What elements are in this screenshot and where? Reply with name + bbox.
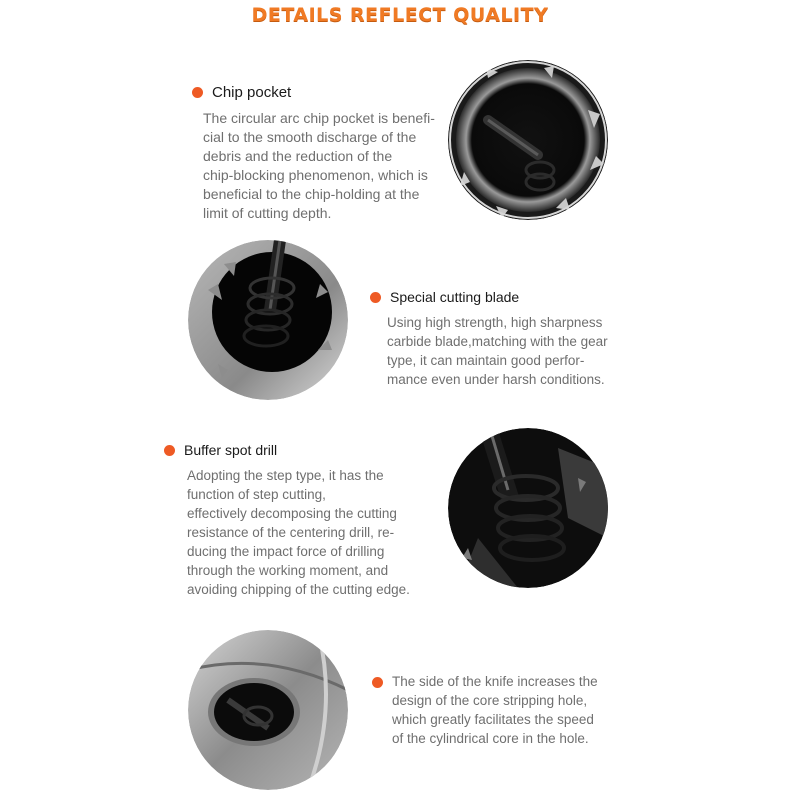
description-line: of the cylindrical core in the hole. [392, 731, 589, 746]
bullet-dot-icon [164, 445, 175, 456]
description-line: Adopting the step type, it has the [187, 468, 384, 483]
description-line: function of step cutting, [187, 487, 326, 502]
feature-description [192, 109, 472, 223]
feature-special-cutting-blade [370, 289, 640, 389]
feature-description [370, 313, 640, 389]
feature-heading: Buffer spot drill [184, 442, 278, 458]
feature-chip-pocket [192, 84, 472, 223]
description-line: The circular arc chip pocket is benefi- [203, 110, 435, 126]
feature-heading-row [370, 289, 640, 305]
feature-core-stripping-hole [372, 672, 642, 748]
description-line: chip-blocking phenomenon, which is [203, 167, 428, 183]
bullet-dot-icon [192, 87, 203, 98]
spot-drill-spring-closeup-photo [448, 428, 608, 588]
description-line: which greatly facilitates the speed [392, 712, 594, 727]
core-stripping-hole-side-photo [188, 630, 348, 790]
feature-heading-row [164, 442, 444, 458]
cutting-teeth-closeup-photo [188, 240, 348, 400]
description-line: limit of cutting depth. [203, 205, 332, 221]
feature-heading-row [192, 84, 472, 101]
description-line: avoiding chipping of the cutting edge. [187, 582, 410, 597]
feature-description [392, 672, 598, 748]
description-line: resistance of the centering drill, re- [187, 525, 395, 540]
bullet-dot-icon [372, 677, 383, 688]
feature-description [164, 466, 444, 599]
description-line: beneficial to the chip-holding at the [203, 186, 420, 202]
description-line: Using high strength, high sharpness [387, 315, 603, 330]
feature-heading: Chip pocket [212, 84, 292, 101]
description-line: type, it can maintain good perfor- [387, 353, 585, 368]
description-line: design of the core stripping hole, [392, 693, 588, 708]
feature-heading: Special cutting blade [390, 289, 520, 305]
description-line: mance even under harsh conditions. [387, 372, 605, 387]
description-line: carbide blade,matching with the gear [387, 334, 608, 349]
feature-heading-row [372, 672, 642, 748]
description-line: cial to the smooth discharge of the [203, 129, 417, 145]
description-line: ducing the impact force of drilling [187, 544, 385, 559]
hole-saw-front-view-photo [448, 60, 608, 220]
feature-buffer-spot-drill [164, 442, 444, 599]
bullet-dot-icon [370, 292, 381, 303]
page-title: DETAILS REFLECT QUALITY [251, 4, 549, 26]
description-line: debris and the reduction of the [203, 148, 393, 164]
description-line: through the working moment, and [187, 563, 389, 578]
description-line: The side of the knife increases the [392, 674, 598, 689]
description-line: effectively decomposing the cutting [187, 506, 397, 521]
